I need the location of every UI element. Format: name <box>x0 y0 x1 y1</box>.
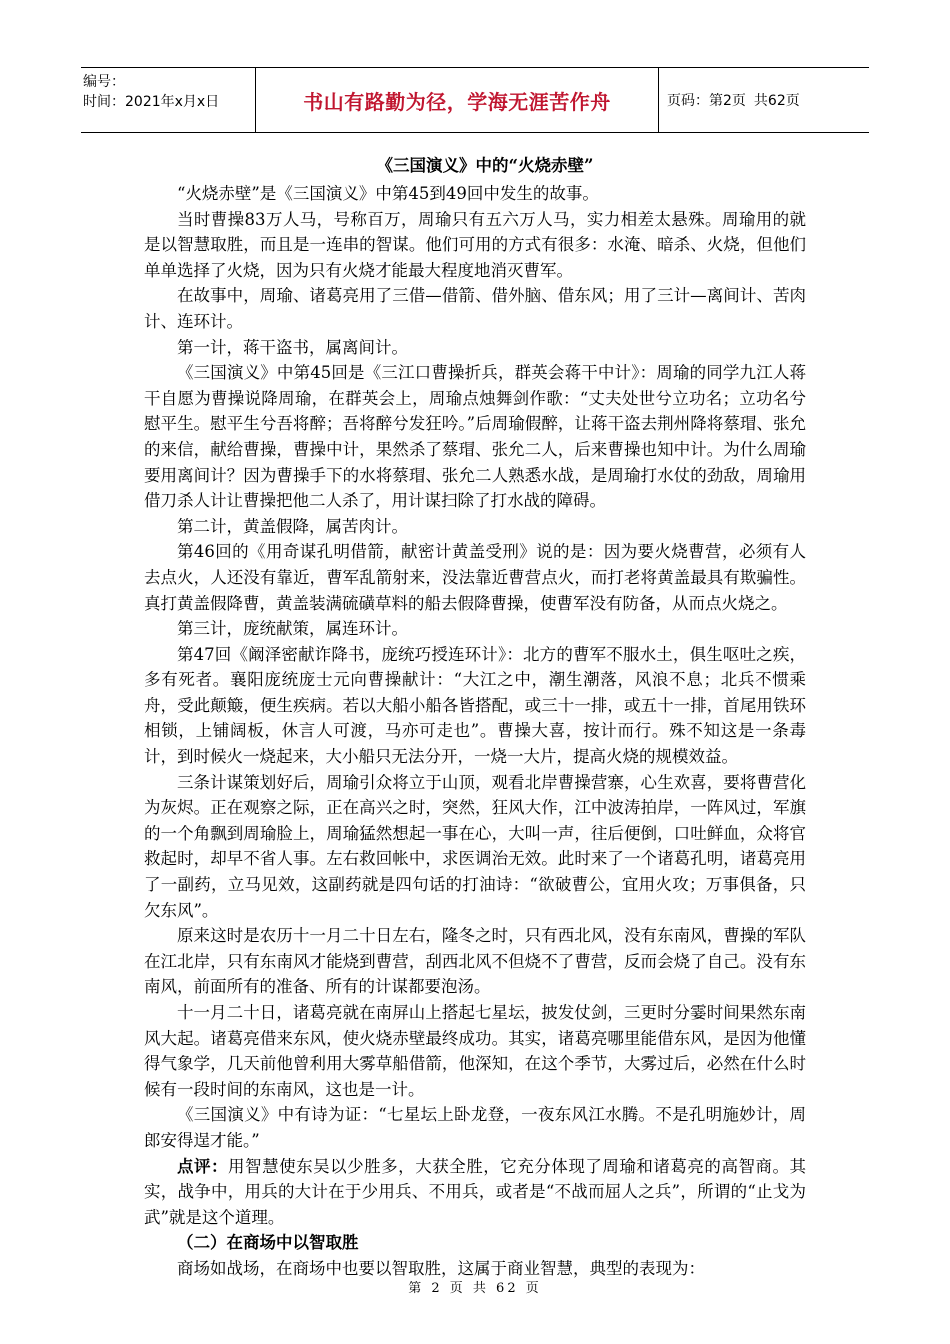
header-motto: 书山有路勤为径，学海无涯苦作舟 <box>303 89 611 114</box>
paragraph: 当时曹操83万人马，号称百万，周瑜只有五六万人马，实力相差太悬殊。周瑜用的就是以智慧取胜，而且是一连串的智谋。他们可用的方式有很多：水淹、暗杀、火烧，但他们单单选择了火烧，因为只有火烧才能最大程度地消灭曹军。 <box>144 209 806 280</box>
header-page-cell <box>659 68 869 132</box>
paragraph: 商场如战场，在商场中也要以智取胜，这属于商业智慧，典型的表现为： <box>177 1258 705 1278</box>
comment-label: 点评： <box>177 1156 229 1176</box>
paragraph: 《三国演义》中第45回是《三江口曹操折兵，群英会蒋干中计》：周瑜的同学九江人蒋干自愿为曹操说降周瑜，在群英会上，周瑜点烛舞剑作歌：“丈夫处世兮立功名；立功名兮慰平生。慰平生兮吾将醉；吾将醉兮发狂吟。”后周瑜假醉，让蒋干盗去荆州降将蔡瑁、张允的来信，献给曹操，曹操中计，果然杀了蔡瑁、张允二人，后来曹操也知中计。为什么周瑜要用离间计？因为曹操手下的水将蔡瑁、张允二人熟悉水战，是周瑜打水仗的劲敌，周瑜用借刀杀人计让曹操把他二人杀了，用计谋扫除了打水战的障碍。 <box>144 363 806 511</box>
header-total-pages: 共62页 <box>753 93 800 109</box>
comment-text: 用智慧使东吴以少胜多，大获全胜，它充分体现了周瑜和诸葛亮的高智商。其实，战争中，用兵的大计在于少用兵、不用兵，或者是“不战而屈人之兵”，所谓的“止戈为武”就是这个道理。 <box>144 1156 807 1227</box>
document-number-label: 编号： <box>83 74 125 90</box>
header-motto-cell <box>256 68 659 132</box>
paragraph: 第一计，蒋干盗书，属离间计。 <box>177 337 408 357</box>
paragraph: 《三国演义》中有诗为证：“七星坛上卧龙登，一夜东风江水腾。不是孔明施妙计，周郎安得逞才能。” <box>144 1105 806 1150</box>
page-header <box>81 67 869 133</box>
section-heading: （二）在商场中以智取胜 <box>177 1233 359 1253</box>
paragraph: 第47回《阚泽密献诈降书，庞统巧授连环计》：北方的曹军不服水土，俱生呕吐之疾，多有死者。襄阳庞统庞士元向曹操献计：“大江之中，潮生潮落，风浪不息；北兵不惯乘舟，受此颠簸，便生疾病。若以大船小船各皆搭配，或三十一排，或五十一排，首尾用铁环相锁，上铺阔板，休言人可渡，马亦可走也”。曹操大喜，按计而行。殊不知这是一条毒计，到时候火一烧起来，大小船只无法分开，一烧一大片，提高火烧的规模效益。 <box>144 644 806 767</box>
paragraph: 原来这时是农历十一月二十日左右，隆冬之时，只有西北风，没有东南风，曹操的军队在江北岸，只有东南风才能烧到曹营，刮西北风不但烧不了曹营，反而会烧了自己。没有东南风，前面所有的准备、所有的计谋都要泡汤。 <box>144 926 806 997</box>
paragraph: 十一月二十日，诸葛亮就在南屏山上搭起七星坛，披发仗剑，三更时分霎时间果然东南风大起。诸葛亮借来东风，使火烧赤壁最终成功。其实，诸葛亮哪里能借东风，是因为他懂得气象学，几天前他曾利用大雾草船借箭，他深知，在这个季节，大雾过后，必然在什么时候有一段时间的东南风，这也是一计。 <box>144 1003 806 1099</box>
header-page-number: 页码：第2页 <box>667 93 746 109</box>
header-meta-cell <box>81 68 256 132</box>
paragraph: 第46回的《用奇谋孔明借箭，献密计黄盖受刑》说的是：因为要火烧曹营，必须有人去点火，人还没有靠近，曹军乱箭射来，没法靠近曹营点火，而打老将黄盖最具有欺骗性。真打黄盖假降曹，黄盖装满硫磺草料的船去假降曹操，使曹军没有防备，从而点火烧之。 <box>144 542 806 613</box>
paragraph: “火烧赤壁”是《三国演义》中第45到49回中发生的故事。 <box>177 184 599 203</box>
paragraph: 第二计，黄盖假降，属苦肉计。 <box>177 516 408 536</box>
page-footer: 第 2 页 共 62 页 <box>408 1281 542 1296</box>
paragraph: 三条计谋策划好后，周瑜引众将立于山顶，观看北岸曹操营寨，心生欢喜，要将曹营化为灰烬。正在观察之际，正在高兴之时，突然，狂风大作，江中波涛拍岸，一阵风过，军旗的一个角飘到周瑜脸上，周瑜猛然想起一事在心，大叫一声，往后便倒，口吐鲜血，众将官救起时，却早不省人事。左右救回帐中，求医调治无效。此时来了一个诸葛孔明，诸葛亮用了一副药，立马见效，这副药就是四句话的打油诗：“欲破曹公，宜用火攻；万事俱备，只欠东风”。 <box>144 772 806 920</box>
document-title: 《三国演义》中的“火烧赤壁” <box>376 156 594 175</box>
paragraph: 在故事中，周瑜、诸葛亮用了三借—借箭、借外脑、借东风；用了三计—离间计、苦肉计、连环计。 <box>144 286 806 331</box>
paragraph: 第三计，庞统献策，属连环计。 <box>177 619 408 639</box>
comment-paragraph <box>144 1154 806 1231</box>
document-time-label: 时间：2021年x月x日 <box>83 94 220 110</box>
document-body <box>144 154 806 1282</box>
